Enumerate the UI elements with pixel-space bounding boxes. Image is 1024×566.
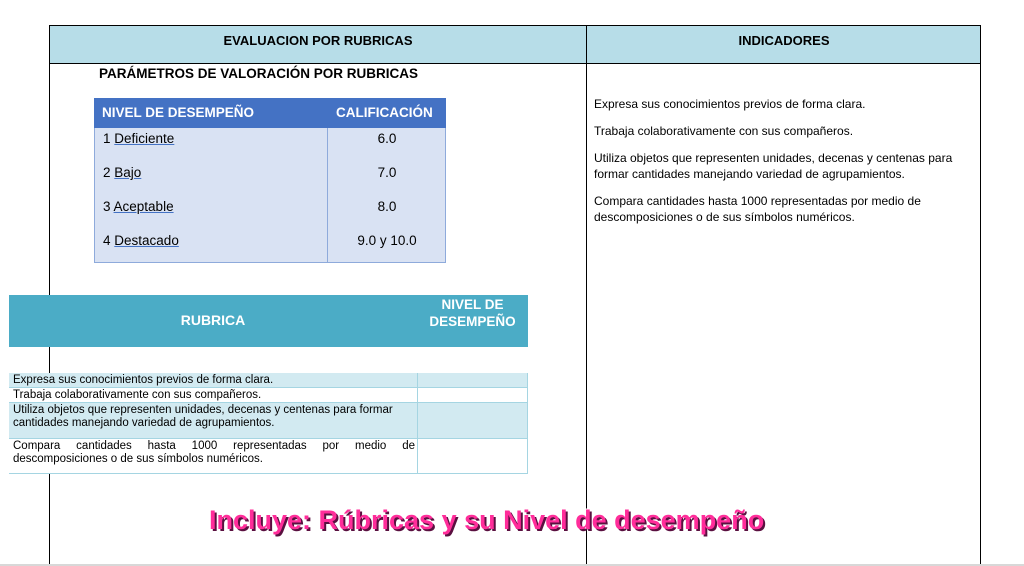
header-evaluacion: EVALUACION POR RUBRICAS [223, 33, 413, 48]
level-name: Deficiente [114, 131, 175, 146]
rubric-level-cell [417, 439, 528, 473]
rubric-level-cell [417, 373, 528, 387]
rubric-text: Trabaja colaborativamente con sus compañeros. [13, 389, 262, 401]
rubric-col-nivel: NIVEL DE DESEMPEÑO [429, 297, 516, 329]
parameters-row [95, 196, 447, 229]
grade-value: 7.0 [377, 165, 397, 180]
rubric-header [9, 295, 528, 347]
rubric-row [9, 439, 528, 474]
rubric-table [9, 295, 528, 465]
parameters-body [94, 128, 446, 263]
indicator-item: Utiliza objetos que representen unidades, decenas y centenas para formar cantidades manejando variedad de agrupamientos. [594, 151, 953, 181]
column-divider [586, 26, 587, 566]
level-cell [103, 233, 179, 248]
rubric-row [9, 403, 528, 439]
level-cell [103, 199, 174, 214]
level-cell [103, 165, 141, 180]
grade-value: 9.0 y 10.0 [357, 233, 417, 248]
grade-value: 6.0 [377, 131, 397, 146]
parameters-table [94, 98, 446, 263]
parameters-row [95, 128, 447, 161]
parameters-row [95, 162, 447, 195]
indicators-list [594, 96, 974, 236]
rubric-level-cell [417, 388, 528, 402]
level-number: 2 [103, 165, 111, 180]
parameters-col-grade: CALIFICACIÓN [336, 105, 433, 120]
grade-value: 8.0 [377, 199, 397, 214]
parameters-row [95, 230, 447, 263]
indicator-item: Trabaja colaborativamente con sus compañeros. [594, 124, 854, 138]
level-number: 3 [103, 199, 111, 214]
rubric-col-rubrica: RUBRICA [180, 312, 246, 328]
rubric-row [9, 373, 528, 388]
header-indicadores: INDICADORES [738, 33, 830, 48]
caption-overlay: Incluye: Rúbricas y su Nivel de desempeño [209, 505, 765, 535]
indicator-item: Compara cantidades hasta 1000 representadas por medio de descomposiciones o de sus símbolos numéricos. [594, 194, 921, 224]
rubric-text: Compara cantidades hasta 1000 representadas por medio de descomposiciones o de sus símbolos numéricos. [13, 440, 415, 465]
table-header-row [50, 26, 980, 64]
rubric-level-cell [417, 403, 528, 438]
parameters-col-level: NIVEL DE DESEMPEÑO [102, 105, 255, 120]
level-number: 1 [103, 131, 111, 146]
level-cell [103, 131, 174, 146]
level-name: Destacado [114, 233, 179, 248]
level-name: Bajo [114, 165, 142, 180]
level-number: 4 [103, 233, 111, 248]
level-name: Aceptable [113, 199, 174, 214]
parameters-header [94, 98, 446, 128]
indicator-item: Expresa sus conocimientos previos de forma clara. [594, 97, 866, 111]
rubric-text: Expresa sus conocimientos previos de forma clara. [13, 374, 274, 386]
parameters-title: PARÁMETROS DE VALORACIÓN POR RUBRICAS [99, 66, 419, 81]
rubric-row [9, 388, 528, 403]
rubric-text: Utiliza objetos que representen unidades, decenas y centenas para formar cantidades manejando variedad de agrupamientos. [13, 404, 393, 429]
